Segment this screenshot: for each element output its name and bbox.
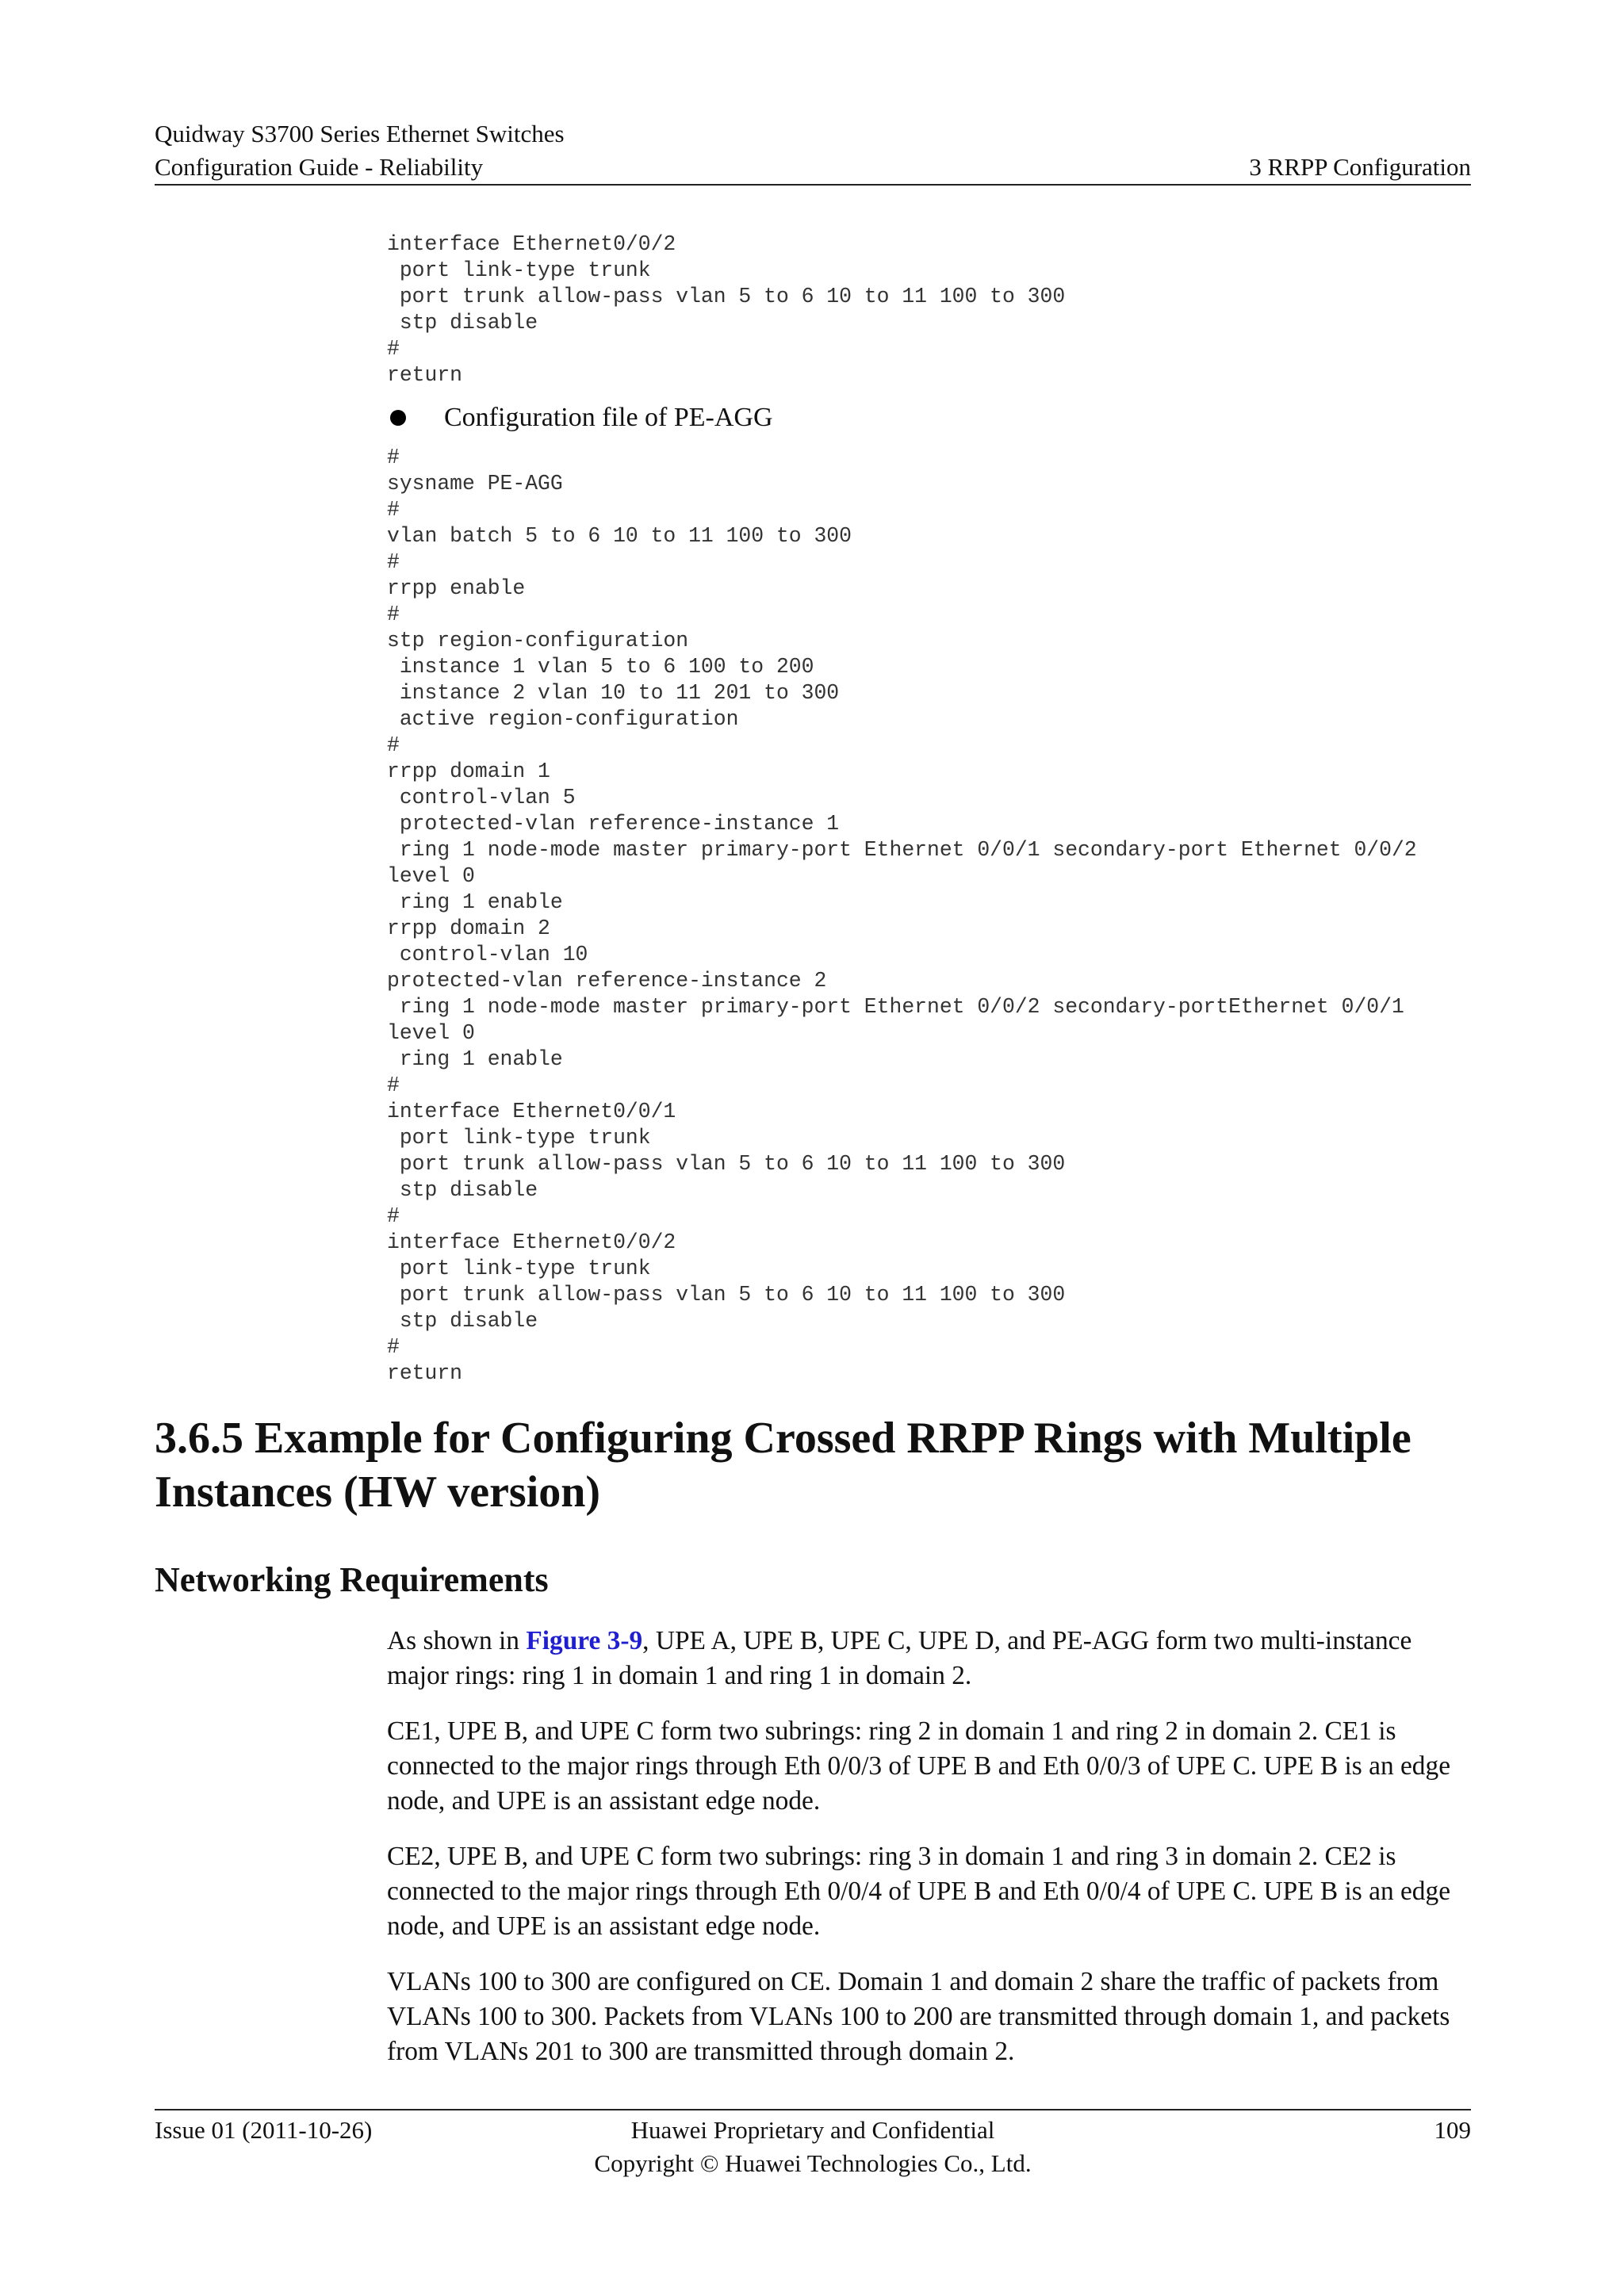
- code-line: instance 1 vlan 5 to 6 100 to 200: [387, 655, 814, 679]
- paragraph-1: [387, 1624, 1471, 1693]
- bullet-item-text: Configuration file of PE-AGG: [444, 403, 773, 432]
- paragraph-1-prefix: As shown in: [387, 1626, 527, 1655]
- code-line: active region-configuration: [387, 707, 739, 731]
- code-line: port trunk allow-pass vlan 5 to 6 10 to 11 100 to 300: [387, 1152, 1066, 1176]
- code-line: stp disable: [387, 311, 538, 335]
- code-line: vlan batch 5 to 6 10 to 11 100 to 300: [387, 524, 852, 548]
- paragraph-4: VLANs 100 to 300 are configured on CE. Domain 1 and domain 2 share the traffic of packets from VLANs 100 to 300. Packets from VLANs 100 to 200 are transmitted through domain 1, and packets from VLANs 201 to 300 are transmitted through domain 2.: [387, 1967, 1450, 2066]
- code-line: rrpp enable: [387, 576, 526, 600]
- code-line: ring 1 node-mode master primary-port Ethernet 0/0/2 secondary-portEthernet 0/0/1: [387, 995, 1404, 1019]
- code-line: ring 1 node-mode master primary-port Ethernet 0/0/1 secondary-port Ethernet 0/0/2: [387, 838, 1417, 862]
- code-line: ring 1 enable: [387, 1047, 563, 1071]
- paragraph-1-suffix: , UPE A, UPE B, UPE C, UPE D, and PE-AGG form two multi-instance major rings: ring 1 in domain 1 and ring 1 in domain 2.: [387, 1626, 1412, 1690]
- code-line: interface Ethernet0/0/2: [387, 1230, 676, 1254]
- code-line: protected-vlan reference-instance 2: [387, 969, 827, 993]
- page-header: [155, 117, 1471, 184]
- code-line: stp region-configuration: [387, 629, 689, 652]
- figure-3-9-link[interactable]: Figure 3-9: [526, 1626, 643, 1655]
- code-line: #: [387, 733, 400, 757]
- code-line: #: [387, 446, 400, 469]
- body-text: [387, 1624, 1471, 2090]
- config-code-block-2: [387, 445, 1417, 1387]
- code-line: port link-type trunk: [387, 1126, 651, 1150]
- header-chapter: 3 RRPP Configuration: [1249, 153, 1471, 181]
- code-line: port trunk allow-pass vlan 5 to 6 10 to 11 100 to 300: [387, 1283, 1066, 1307]
- section-heading: 3.6.5 Example for Configuring Crossed RRPP Rings with Multiple Instances (HW version): [155, 1414, 1411, 1517]
- footer-issue: Issue 01 (2011-10-26): [155, 2116, 373, 2144]
- code-line: stp disable: [387, 1309, 538, 1333]
- code-line: ring 1 enable: [387, 890, 563, 914]
- code-line: sysname PE-AGG: [387, 472, 563, 496]
- footer-divider: [155, 2109, 1471, 2110]
- code-line: interface Ethernet0/0/2: [387, 232, 676, 256]
- code-line: control-vlan 5: [387, 786, 576, 809]
- header-guide: Configuration Guide - Reliability: [155, 153, 484, 181]
- code-line: rrpp domain 2: [387, 916, 550, 940]
- header-product: Quidway S3700 Series Ethernet Switches: [155, 120, 565, 147]
- code-line: #: [387, 1073, 400, 1097]
- code-line: instance 2 vlan 10 to 11 201 to 300: [387, 681, 840, 705]
- code-line: interface Ethernet0/0/1: [387, 1100, 676, 1123]
- code-line: #: [387, 550, 400, 574]
- bullet-icon: [390, 410, 406, 426]
- code-line: rrpp domain 1: [387, 760, 550, 783]
- code-line: #: [387, 1204, 400, 1228]
- footer-center: [155, 2114, 1471, 2180]
- footer-confidential: Huawei Proprietary and Confidential: [630, 2116, 995, 2144]
- subheading: Networking Requirements: [155, 1560, 549, 1599]
- code-line: level 0: [387, 1021, 475, 1045]
- code-line: #: [387, 498, 400, 522]
- code-line: port link-type trunk: [387, 258, 651, 282]
- code-line: #: [387, 603, 400, 626]
- paragraph-2: CE1, UPE B, and UPE C form two subrings: ring 2 in domain 1 and ring 2 in domain 2. CE1 is connected to the major rings through Eth 0/0/3 of UPE B and Eth 0/0/3 of UPE C. UPE B is an edge node, and UPE is an assistant edge node.: [387, 1716, 1451, 1816]
- code-line: level 0: [387, 864, 475, 888]
- code-line: return: [387, 1361, 463, 1385]
- header-divider: [155, 184, 1471, 186]
- code-line: port trunk allow-pass vlan 5 to 6 10 to 11 100 to 300: [387, 285, 1066, 308]
- code-line: return: [387, 363, 463, 387]
- footer-copyright: Copyright © Huawei Technologies Co., Ltd.: [594, 2149, 1032, 2177]
- code-line: stp disable: [387, 1178, 538, 1202]
- code-line: protected-vlan reference-instance 1: [387, 812, 840, 836]
- code-line: #: [387, 1335, 400, 1359]
- code-line: control-vlan 10: [387, 943, 588, 966]
- paragraph-3: CE2, UPE B, and UPE C form two subrings: ring 3 in domain 1 and ring 3 in domain 2. CE2 is connected to the major rings through Eth 0/0/4 of UPE B and Eth 0/0/4 of UPE C. UPE B is an edge node, and UPE is an assistant edge node.: [387, 1842, 1451, 1941]
- config-code-block-1: [387, 232, 1065, 388]
- code-line: port link-type trunk: [387, 1257, 651, 1280]
- page-number: 109: [1434, 2116, 1471, 2144]
- code-line: #: [387, 337, 400, 361]
